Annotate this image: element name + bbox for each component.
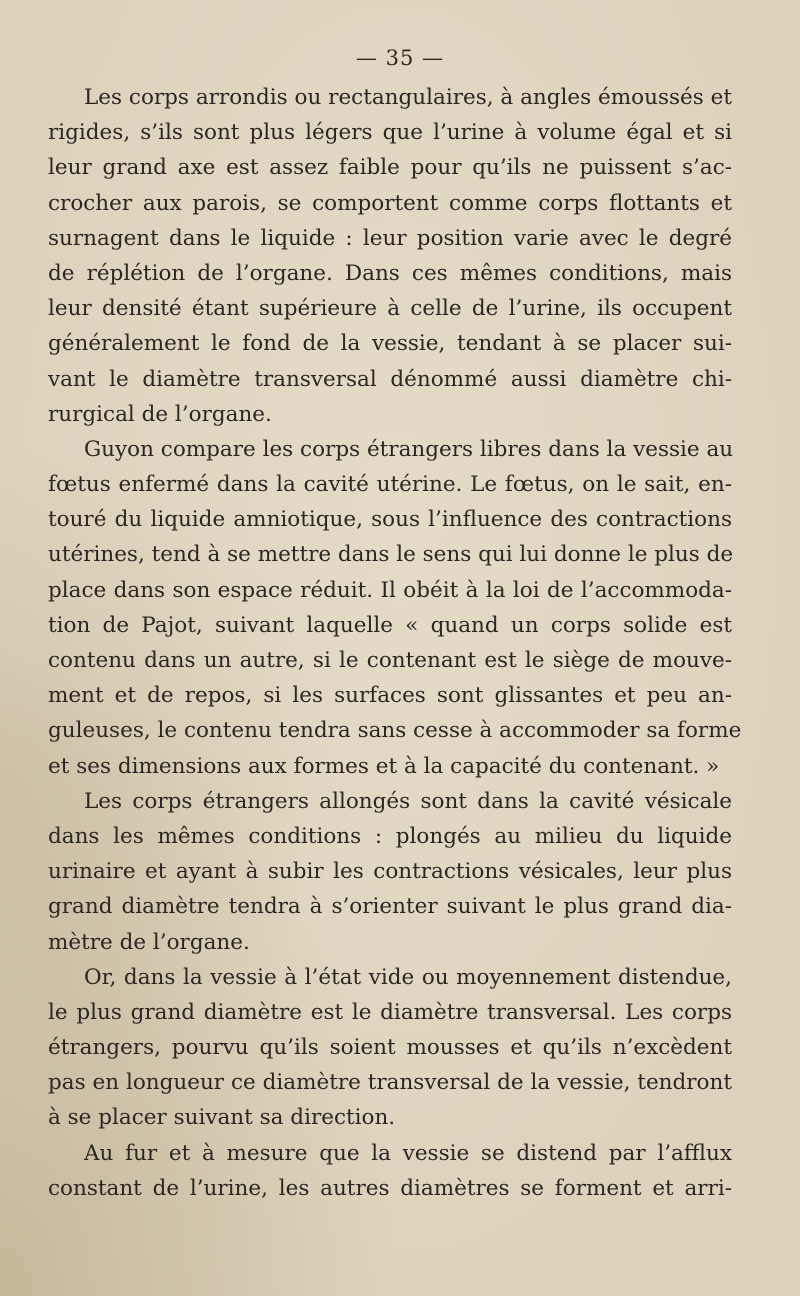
text-line: Les corps arrondis ou rectangulaires, à angles émoussés et (84, 85, 732, 110)
text-line: mètre de l’organe. (48, 929, 250, 955)
text-line: à se placer suivant sa direction. (48, 1105, 396, 1131)
text-line: pas en longueur ce diamètre transversal de la vessie, tendront (48, 1070, 732, 1096)
text-line: grand diamètre tendra à s’orienter suivant le plus grand dia- (48, 894, 732, 920)
page-number: — 35 — (355, 46, 445, 70)
text-line: touré du liquide amniotique, sous l’influence des contractions (48, 507, 732, 533)
text-line: de réplétion de l’organe. Dans ces mêmes conditions, mais (48, 260, 732, 286)
text-line: leur densité étant supérieure à celle de l’urine, ils occupent (48, 296, 732, 322)
text-line: rurgical de l’organe. (48, 401, 272, 427)
text-line: vant le diamètre transversal dénommé aussi diamètre chi- (48, 366, 732, 392)
text-line: Au fur et à mesure que la vessie se distend par l’afflux (84, 1140, 732, 1166)
text-line: urinaire et ayant à subir les contractions vésicales, leur plus (48, 859, 732, 885)
text-line: place dans son espace réduit. Il obéit à la loi de l’accommoda- (48, 577, 732, 603)
text-line: rigides, s’ils sont plus légers que l’urine à volume égal et si (48, 120, 732, 146)
text-line: dans les mêmes conditions : plongés au milieu du liquide (48, 823, 732, 849)
text-line: utérines, tend à se mettre dans le sens qui lui donne le plus de (48, 542, 734, 568)
text-line: Guyon compare les corps étrangers libres dans la vessie au (84, 436, 734, 462)
text-line: généralement le fond de la vessie, tendant à se placer sui- (48, 331, 732, 357)
text-line: Or, dans la vessie à l’état vide ou moyennement distendue, (84, 964, 732, 990)
text-line: et ses dimensions aux formes et à la capacité du contenant. » (48, 753, 720, 779)
text-line: leur grand axe est assez faible pour qu’ils ne puissent s’ac- (48, 155, 732, 181)
text-line: constant de l’urine, les autres diamètres se forment et arri- (48, 1175, 732, 1201)
text-line: ment et de repos, si les surfaces sont glissantes et peu an- (48, 683, 732, 709)
body-text (48, 80, 742, 1206)
text-line: le plus grand diamètre est le diamètre transversal. Les corps (48, 999, 732, 1025)
text-line: crocher aux parois, se comportent comme corps flottants et (48, 190, 732, 216)
text-line: guleuses, le contenu tendra sans cesse à accommoder sa forme (48, 718, 742, 744)
text-line: tion de Pajot, suivant laquelle « quand un corps solide est (48, 612, 732, 638)
text-line: étrangers, pourvu qu’ils soient mousses et qu’ils n’excèdent (48, 1035, 732, 1061)
text-line: surnagent dans le liquide : leur position varie avec le degré (48, 225, 732, 251)
text-line: Les corps étrangers allongés sont dans la cavité vésicale (84, 788, 732, 814)
text-line: fœtus enfermé dans la cavité utérine. Le fœtus, on le sait, en- (48, 472, 732, 498)
text-line: contenu dans un autre, si le contenant est le siège de mouve- (48, 648, 732, 673)
